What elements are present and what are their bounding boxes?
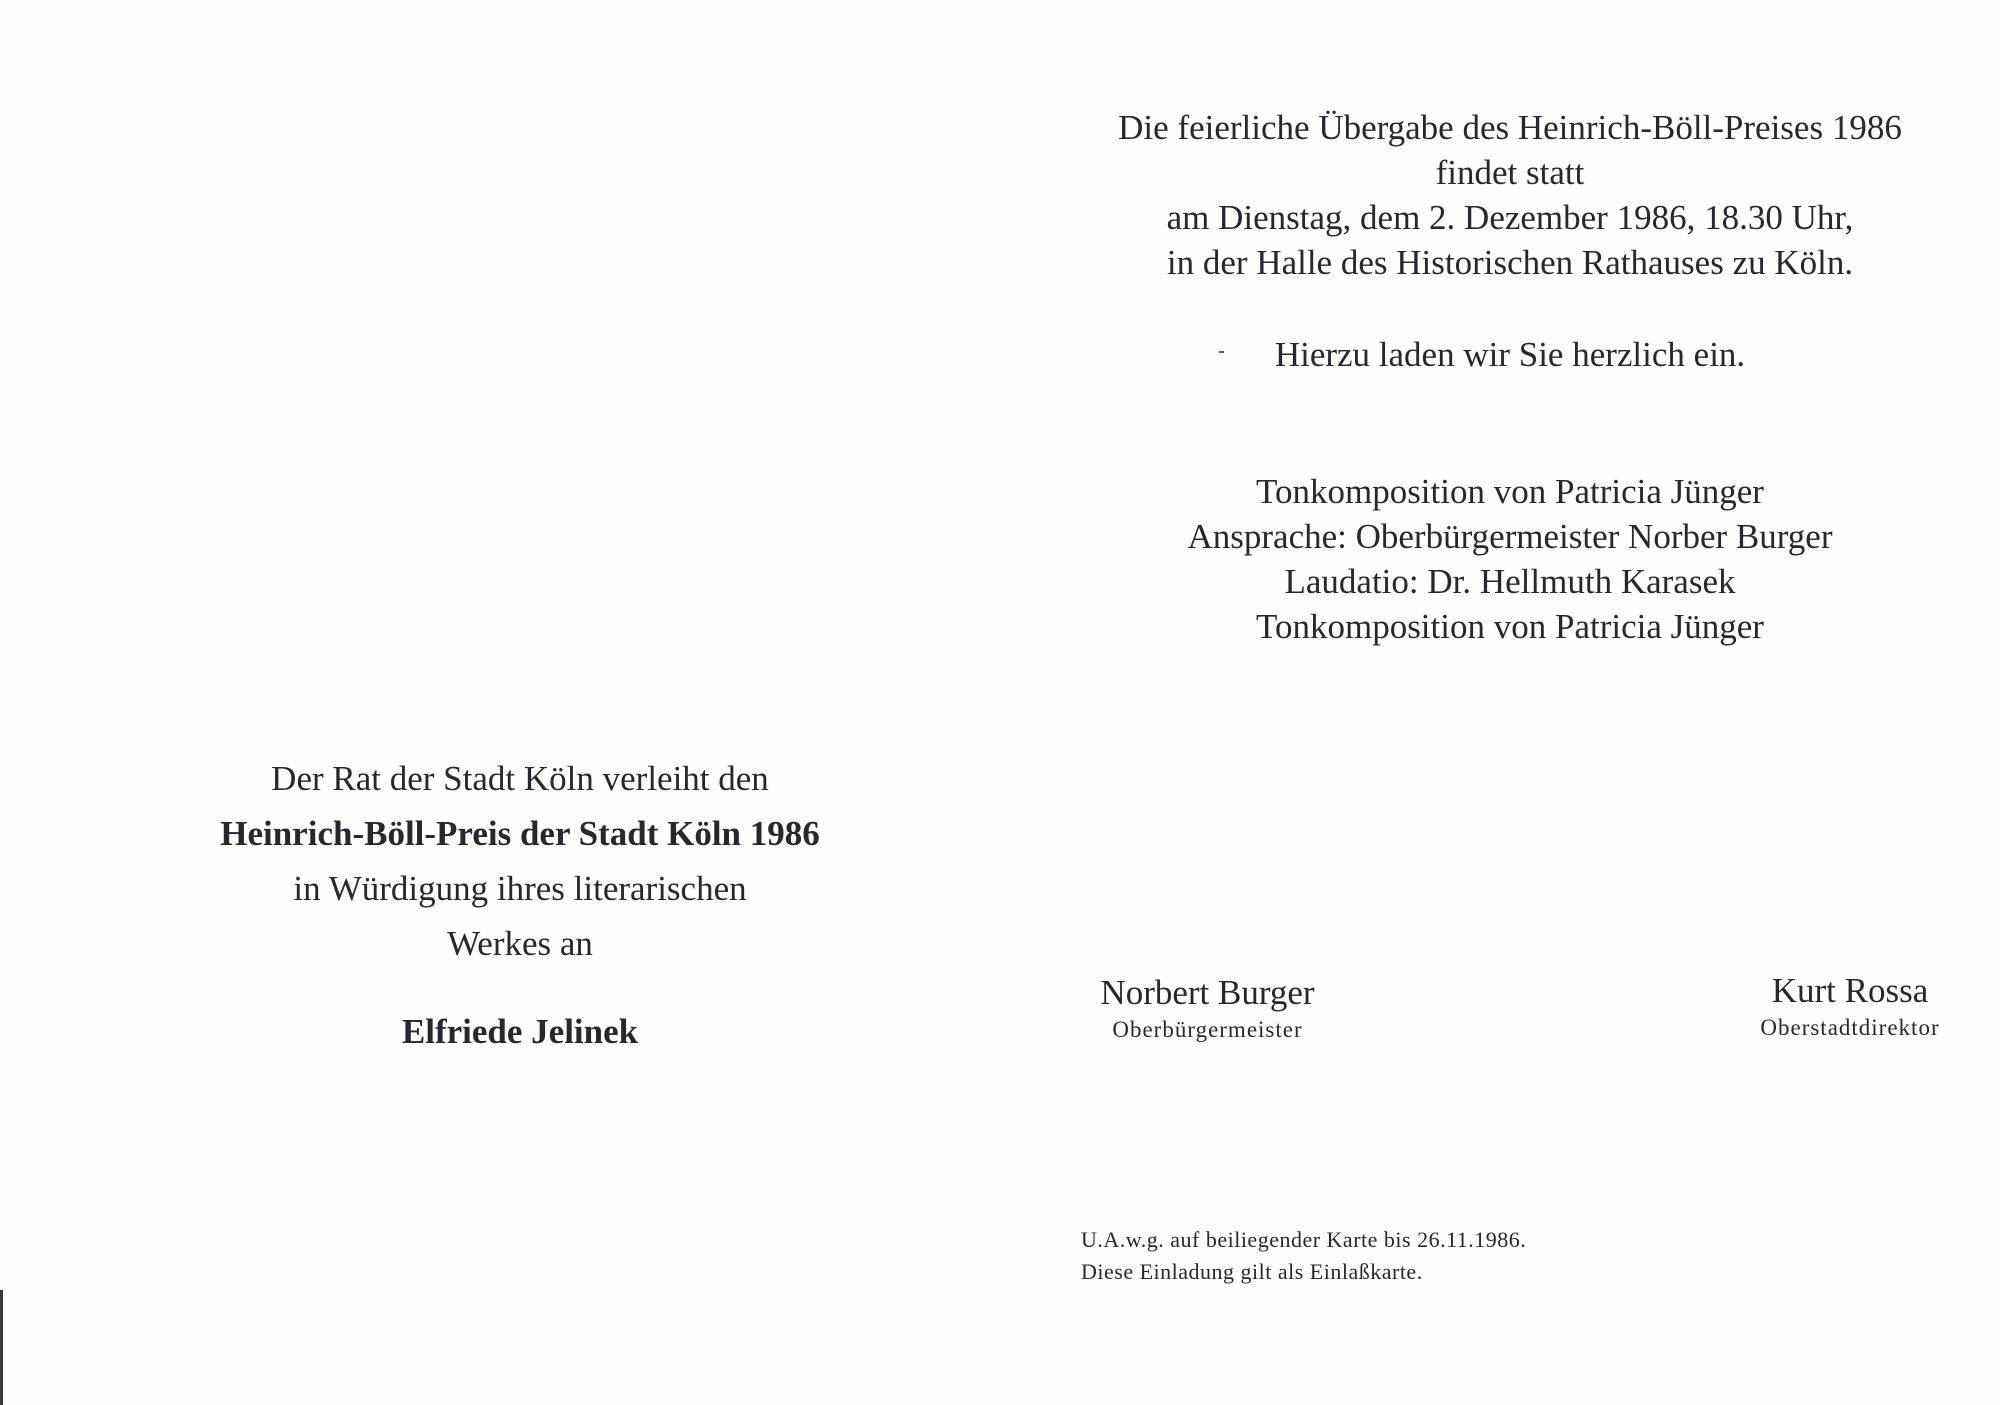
program-item: Tonkomposition von Patricia Jünger (1256, 607, 1764, 646)
invitation-text (1040, 332, 1980, 377)
prize-name: Heinrich-Böll-Preis der Stadt Köln 1986 (220, 814, 820, 853)
program-item: Tonkomposition von Patricia Jünger (1256, 472, 1764, 511)
rsvp-line: U.A.w.g. auf beiliegender Karte bis 26.11.1986. (1081, 1227, 1527, 1252)
signatory-name: Kurt Rossa (1771, 971, 1929, 1010)
signatory-mayor (1070, 972, 1345, 1046)
ceremony-line: am Dienstag, dem 2. Dezember 1986, 18.30 Uhr, (1166, 198, 1854, 237)
signatory-name: Norbert Burger (1100, 973, 1315, 1012)
recipient-label: Elfriede Jelinek (401, 1012, 639, 1051)
ceremony-line: findet statt (1435, 153, 1585, 192)
signatory-director (1735, 970, 1965, 1044)
admission-line: Diese Einladung gilt als Einlaßkarte. (1081, 1259, 1423, 1284)
award-reason-end: Werkes an (447, 924, 593, 963)
ceremony-announcement (1040, 105, 1980, 285)
ceremony-line: in der Halle des Historischen Rathauses zu Köln. (1166, 243, 1854, 282)
recipient-name (120, 1004, 920, 1059)
ceremony-line: Die feierliche Übergabe des Heinrich-Böll-Preises 1986 (1118, 108, 1902, 147)
signatory-role: Oberstadtdirektor (1760, 1015, 1940, 1040)
program-item: Laudatio: Dr. Hellmuth Karasek (1284, 562, 1736, 601)
program-item: Ansprache: Oberbürgermeister Norber Burger (1187, 517, 1833, 556)
award-intro: Der Rat der Stadt Köln verleiht den (271, 759, 769, 798)
signatory-role: Oberbürgermeister (1112, 1017, 1303, 1042)
program-list (1040, 469, 1980, 649)
invitation-line: Hierzu laden wir Sie herzlich ein. (1274, 335, 1746, 374)
award-statement (120, 751, 920, 971)
award-reason: in Würdigung ihres literarischen (293, 869, 747, 908)
card-edge-mark (0, 1290, 3, 1405)
rsvp-footnote (1081, 1224, 1526, 1288)
